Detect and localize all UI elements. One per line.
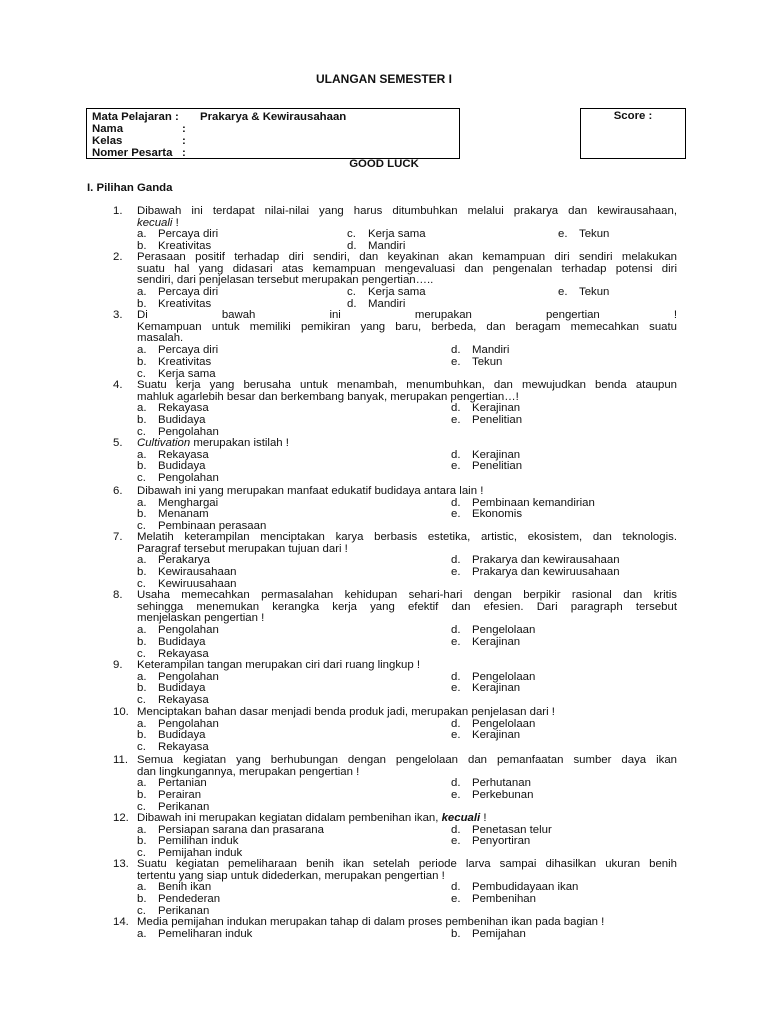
option-text: Perikanan	[158, 800, 210, 813]
subject-label: Mata Pelajaran :	[92, 111, 179, 123]
option-letter: a.	[137, 286, 147, 299]
question-text-rest: merupakan istilah !	[190, 437, 289, 449]
page-title: ULANGAN SEMESTER I	[315, 72, 452, 86]
option-text: Kerajinan	[472, 402, 521, 415]
option-letter: e.	[558, 228, 568, 241]
option-letter: d.	[451, 881, 461, 894]
option-text: Pembinaan perasaan	[158, 520, 267, 533]
question-text-line: menjelaskan pengertian !	[137, 612, 265, 625]
option-letter: e.	[451, 729, 461, 742]
score-box	[580, 108, 686, 159]
name-label: Nama	[92, 123, 124, 135]
option-letter: b.	[451, 927, 461, 940]
question-text-line: suatu hal yang didasari atas kemampuan mengevaluasi dan pengenalan terhadap potensi diri	[137, 262, 677, 275]
question-number: 10.	[113, 706, 129, 718]
question-number: 8.	[113, 589, 123, 601]
option-text: Kerajinan	[472, 729, 521, 742]
option-letter: c.	[347, 286, 356, 299]
option-letter: b.	[137, 789, 147, 802]
option-text: Perikanan	[158, 904, 210, 917]
section-heading: I. Pilihan Ganda	[87, 182, 173, 194]
option-letter: a.	[137, 823, 147, 836]
option-text: Kreativitas	[158, 355, 212, 368]
question-text-line: Dibawah ini yang merupakan manfaat edukatif budidaya antara lain !	[137, 485, 484, 497]
option-text: Prakarya dan kewiruusahaan	[472, 566, 620, 579]
option-text: Percaya diri	[158, 344, 219, 357]
option-text: Kerajinan	[472, 635, 521, 648]
question-number: 7.	[113, 531, 123, 543]
option-text: Benih ikan	[158, 881, 212, 894]
option-letter: c.	[137, 800, 146, 813]
question-text-line: Suatu kegiatan pemeliharaan benih ikan setelah periode larva sampai dihasilkan ukuran benih	[137, 858, 677, 870]
option-letter: c.	[137, 520, 146, 533]
option-letter: b.	[137, 355, 147, 368]
option-text: Kreativitas	[158, 297, 212, 310]
option-text: Budidaya	[158, 682, 206, 695]
option-text: Kerajinan	[472, 682, 521, 695]
option-text: Kerja sama	[368, 228, 426, 241]
option-letter: d.	[451, 344, 461, 357]
option-text: Penelitian	[472, 414, 523, 427]
option-text: Pengolahan	[158, 717, 219, 730]
option-letter: c.	[137, 472, 146, 485]
option-letter: e.	[558, 286, 568, 299]
option-letter: a.	[137, 927, 147, 940]
option-text: Kewirausahaan	[158, 566, 237, 579]
option-text: Mandiri	[368, 240, 406, 253]
option-text: Pengolahan	[158, 425, 219, 438]
question-text-line: Melatih keterampilan menciptakan karya berbasis estetika, artistic, ekosistem, dan teknologis.	[137, 531, 677, 543]
option-text: Pemijahan	[472, 927, 526, 940]
question-tail: !	[480, 812, 487, 824]
question-emphasis: kecuali	[137, 216, 173, 229]
option-text: Percaya diri	[158, 228, 219, 241]
option-text: Pengelolaan	[472, 670, 536, 683]
option-letter: a.	[137, 670, 147, 683]
option-letter: a.	[137, 228, 147, 241]
option-text: Kewiruusahaan	[158, 577, 237, 590]
option-letter: c.	[137, 647, 146, 660]
question-number: 4.	[113, 379, 123, 391]
question-number: 13.	[113, 858, 129, 870]
option-text: Rekayasa	[158, 402, 209, 415]
question-italic-term: Cultivation	[137, 437, 191, 449]
option-letter: a.	[137, 448, 147, 461]
option-letter: d.	[451, 496, 461, 509]
option-text: Budidaya	[158, 729, 206, 742]
option-letter: d.	[451, 624, 461, 637]
option-letter: d.	[451, 717, 461, 730]
option-letter: a.	[137, 777, 147, 790]
option-letter: c.	[137, 367, 146, 380]
option-text: Penelitian	[472, 460, 523, 473]
question-text-line: Media pemijahan indukan merupakan tahap di dalam proses pembenihan ikan pada bagian !	[137, 916, 605, 928]
option-text: Perakarya	[158, 554, 210, 567]
question-text-line: Dibawah ini terdapat nilai-nilai yang harus ditumbuhkan melalui prakarya dan kewirausahaan,	[137, 205, 677, 217]
participant-number-label: Nomer Pesarta	[92, 147, 173, 159]
option-letter: b.	[137, 460, 147, 473]
participant-number-colon: :	[182, 147, 186, 159]
option-text: Persiapan sarana dan prasarana	[158, 823, 324, 836]
option-text: Percaya diri	[158, 286, 219, 299]
option-text: Pengolahan	[158, 624, 219, 637]
student-info-box	[86, 108, 460, 159]
option-text: Tekun	[579, 286, 610, 299]
question-number: 2.	[113, 251, 123, 263]
option-letter: b.	[137, 893, 147, 906]
option-text: Prakarya dan kewirausahaan	[472, 554, 620, 567]
option-letter: b.	[137, 835, 147, 848]
option-letter: d.	[451, 554, 461, 567]
option-letter: e.	[451, 460, 461, 473]
option-letter: e.	[451, 414, 461, 427]
option-text: Pemijahan induk	[158, 847, 243, 860]
option-letter: e.	[451, 566, 461, 579]
option-text: Kerja sama	[158, 367, 216, 380]
option-letter: b.	[137, 297, 147, 310]
question-number: 1.	[113, 205, 123, 217]
option-text: Mandiri	[472, 344, 510, 357]
option-text: Kreativitas	[158, 240, 212, 253]
question-text-line: Kemampuan untuk memiliki pemikiran yang baru, berbeda, dan beragam memecahkan suatu	[137, 320, 677, 333]
option-letter: e.	[451, 789, 461, 802]
option-text: Penetasan telur	[472, 823, 552, 836]
option-letter: b.	[137, 414, 147, 427]
option-letter: c.	[137, 694, 146, 707]
question-text-line: Usaha memecahkan permasalahan kehidupan sehari-hari dengan berpikir rasional dan kritis	[137, 589, 677, 601]
question-text-line: Keterampilan tangan merupakan ciri dari ruang lingkup !	[137, 659, 421, 671]
option-letter: a.	[137, 344, 147, 357]
option-text: Rekayasa	[158, 741, 209, 754]
option-letter: b.	[137, 508, 147, 521]
question-text-line	[137, 438, 677, 449]
option-letter: a.	[137, 717, 147, 730]
class-colon: :	[182, 135, 186, 147]
question-text-line: Di bawah ini merupakan pengertian !	[137, 309, 677, 321]
question-text-line: dan lingkungannya, merupakan pengertian !	[137, 765, 360, 778]
option-text: Pembinaan kemandirian	[472, 496, 595, 509]
option-text: Pengolahan	[158, 670, 219, 683]
question-text-line: sehingga menemukan kerangka kerja yang efektif dan efesien. Dari paragraph tersebut	[137, 600, 677, 613]
option-text: Pemilihan induk	[158, 835, 239, 848]
option-text: Pengelolaan	[472, 624, 536, 637]
option-text: Perkebunan	[472, 789, 534, 802]
option-letter: d.	[451, 402, 461, 415]
question-text-line: Semua kegiatan yang berhubungan dengan pengelolaan dan pemanfaatan sumber daya ikan	[137, 754, 677, 766]
option-letter: d.	[451, 823, 461, 836]
question-number: 11.	[113, 754, 128, 766]
option-letter: a.	[137, 554, 147, 567]
question-emphasis: kecuali	[441, 812, 481, 824]
option-text: Pendederan	[158, 893, 221, 906]
question-number: 3.	[113, 309, 123, 321]
question-text-line: tertentu yang siap untuk didederkan, merupakan pengertian !	[137, 869, 445, 882]
option-letter: d.	[347, 240, 357, 253]
option-letter: e.	[451, 635, 461, 648]
question-text-line: Suatu kerja yang berusaha untuk menambah, menumbuhkan, dan mewujudkan benda ataupun	[137, 379, 677, 391]
option-letter: d.	[347, 297, 357, 310]
option-letter: c.	[137, 425, 146, 438]
option-letter: a.	[137, 624, 147, 637]
option-text: Mandiri	[368, 297, 406, 310]
good-luck-text: GOOD LUCK	[349, 158, 419, 170]
option-letter: c.	[137, 741, 146, 754]
option-letter: a.	[137, 496, 147, 509]
option-letter: b.	[137, 566, 147, 579]
option-letter: b.	[137, 729, 147, 742]
option-letter: e.	[451, 893, 461, 906]
option-text: Budidaya	[158, 414, 206, 427]
question-number: 6.	[113, 485, 123, 497]
option-text: Tekun	[472, 355, 503, 368]
option-letter: b.	[137, 635, 147, 648]
option-text: Pengelolaan	[472, 717, 536, 730]
question-text-line	[137, 218, 677, 229]
option-text: Tekun	[579, 228, 610, 241]
question-text-line: Menciptakan bahan dasar menjadi benda produk jadi, merupakan penjelasan dari !	[137, 706, 555, 718]
question-number: 9.	[113, 659, 123, 671]
score-label: Score :	[613, 110, 653, 122]
question-text-line	[137, 813, 677, 824]
question-text-line: Perasaan positif terhadap diri sendiri, dan keyakinan akan kemampuan diri sendiri melakukan	[137, 251, 677, 263]
question-number: 5.	[113, 437, 123, 449]
option-letter: b.	[137, 240, 147, 253]
question-number: 14.	[113, 916, 129, 928]
option-text: Pembudidayaan ikan	[472, 881, 579, 894]
question-text-line: masalah.	[137, 332, 184, 345]
option-text: Ekonomis	[472, 508, 523, 521]
option-letter: c.	[137, 577, 146, 590]
question-number: 12.	[113, 812, 129, 824]
option-text: Rekayasa	[158, 694, 209, 707]
option-letter: d.	[451, 777, 461, 790]
question-text-line: mahluk agarlebih besar dan berkembang banyak, merupakan pengertian…!	[137, 390, 519, 403]
option-letter: c.	[137, 847, 146, 860]
class-label: Kelas	[92, 135, 123, 147]
option-letter: e.	[451, 355, 461, 368]
option-text: Menghargai	[158, 496, 219, 509]
name-colon: :	[182, 123, 186, 135]
option-text: Budidaya	[158, 460, 206, 473]
option-text: Perhutanan	[472, 777, 531, 790]
question-text-line: sendiri, dari penjelasan tersebut merupakan pengertian…..	[137, 274, 434, 287]
option-text: Penyortiran	[472, 835, 531, 848]
option-text: Menanam	[158, 508, 209, 521]
option-letter: a.	[137, 402, 147, 415]
option-letter: e.	[451, 682, 461, 695]
subject-value: Prakarya & Kewirausahaan	[200, 111, 347, 123]
option-text: Kerajinan	[472, 448, 521, 461]
option-text: Perairan	[158, 789, 202, 802]
option-letter: e.	[451, 835, 461, 848]
option-text: Pembenihan	[472, 893, 536, 906]
option-text: Pengolahan	[158, 472, 219, 485]
option-text: Pertanian	[158, 777, 207, 790]
option-letter: c.	[137, 904, 146, 917]
option-letter: a.	[137, 881, 147, 894]
question-text-rest: Dibawah ini merupakan kegiatan didalam pembenihan ikan,	[137, 812, 442, 824]
option-letter: b.	[137, 682, 147, 695]
question-text-line: Paragraf tersebut merupakan tujuan dari !	[137, 542, 348, 555]
option-letter: c.	[347, 228, 356, 241]
option-text: Rekayasa	[158, 448, 209, 461]
option-text: Rekayasa	[158, 647, 209, 660]
option-letter: d.	[451, 670, 461, 683]
question-tail: !	[172, 216, 179, 229]
option-text: Budidaya	[158, 635, 206, 648]
option-letter: d.	[451, 448, 461, 461]
option-letter: e.	[451, 508, 461, 521]
option-text: Kerja sama	[368, 286, 426, 299]
option-text: Pemeliharan induk	[158, 927, 253, 940]
